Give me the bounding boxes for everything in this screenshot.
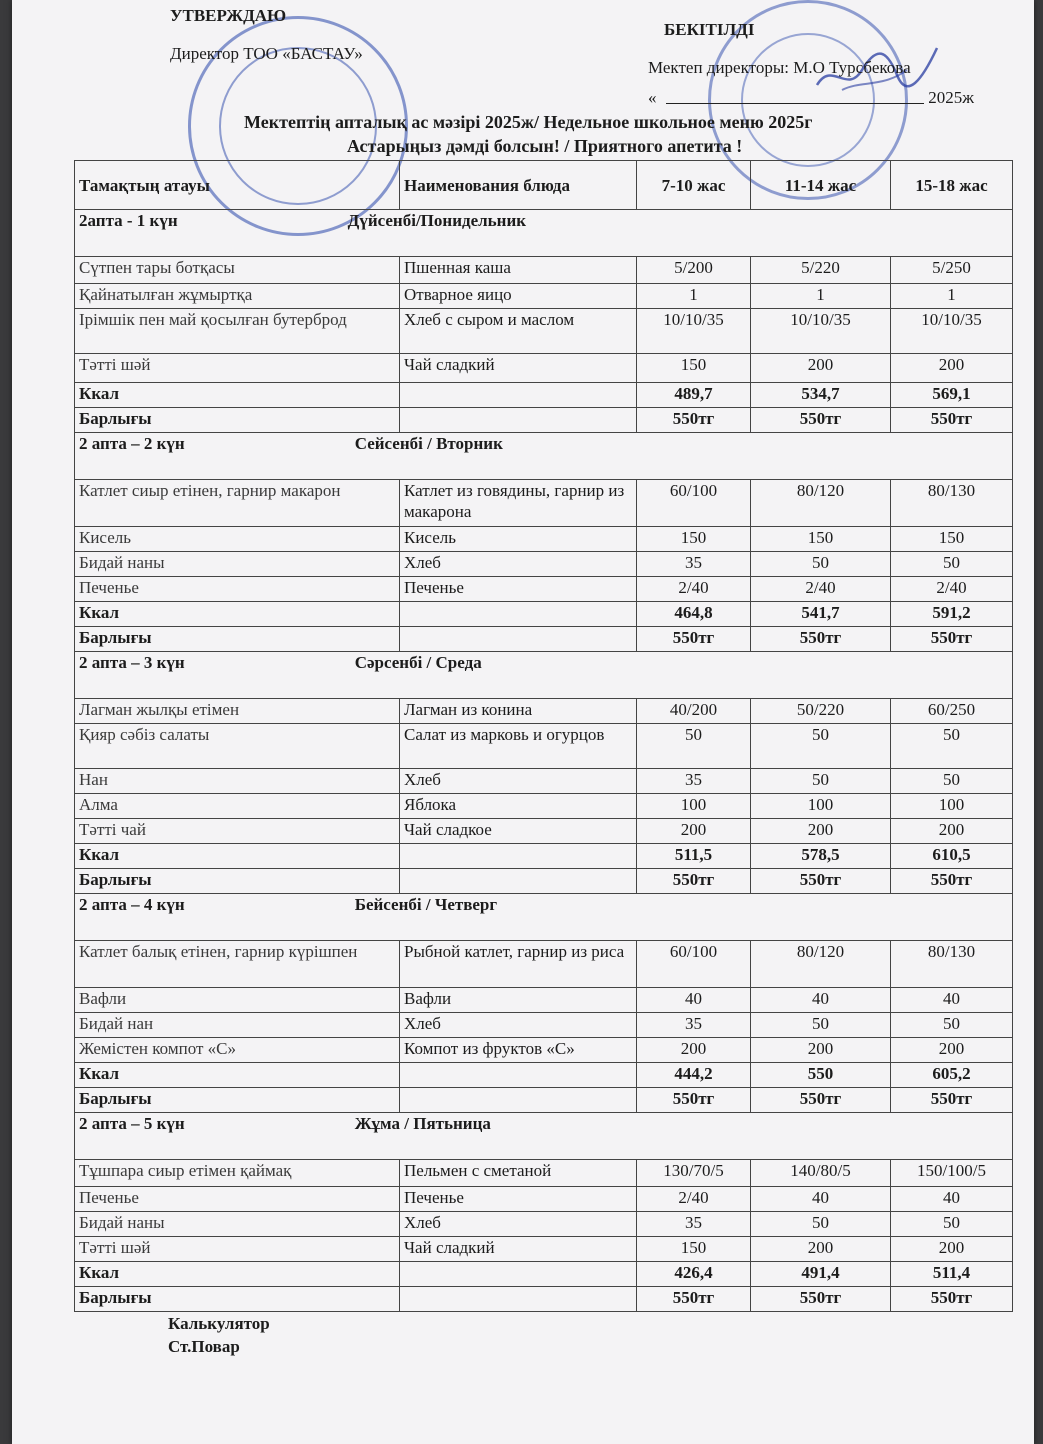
portion-7-10: 60/100 <box>637 941 751 988</box>
portion-15-18: 1 <box>891 284 1013 309</box>
day-name: Сейсенбі / Вторник <box>354 434 503 453</box>
total-label: Барлығы <box>75 1287 400 1312</box>
total-value: 550тг <box>891 627 1013 652</box>
dish-name-kz: Катлет балық етінен, гарнир күрішпен <box>75 941 400 988</box>
total-empty <box>400 1088 637 1113</box>
total-value: 550тг <box>751 1287 891 1312</box>
total-value: 550тг <box>751 408 891 433</box>
kcal-label: Ккал <box>75 1063 400 1088</box>
dish-name-kz: Қайнатылған жұмыртқа <box>75 284 400 309</box>
dish-name-ru: Хлеб <box>400 769 637 794</box>
dish-name-kz: Катлет сиыр етінен, гарнир макарон <box>75 480 400 527</box>
total-value: 550тг <box>751 1088 891 1113</box>
portion-11-14: 50 <box>751 552 891 577</box>
kcal-value: 464,8 <box>637 602 751 627</box>
dish-name-kz: Лагман жылқы етімен <box>75 699 400 724</box>
portion-7-10: 2/40 <box>637 577 751 602</box>
portion-15-18: 2/40 <box>891 577 1013 602</box>
kcal-label: Ккал <box>75 383 400 408</box>
portion-11-14: 200 <box>751 354 891 383</box>
portion-11-14: 2/40 <box>751 577 891 602</box>
date-blank <box>666 88 924 104</box>
day-header-cell <box>75 210 1013 257</box>
portion-15-18: 80/130 <box>891 480 1013 527</box>
kcal-label: Ккал <box>75 602 400 627</box>
portion-11-14: 40 <box>751 988 891 1013</box>
portion-7-10: 200 <box>637 819 751 844</box>
portion-7-10: 10/10/35 <box>637 309 751 354</box>
kcal-value: 489,7 <box>637 383 751 408</box>
total-label: Барлығы <box>75 1088 400 1113</box>
portion-15-18: 80/130 <box>891 941 1013 988</box>
portion-15-18: 60/250 <box>891 699 1013 724</box>
col-header-age-15-18: 15-18 жас <box>891 161 1013 210</box>
dish-name-ru: Чай сладкое <box>400 819 637 844</box>
table-row <box>75 1038 1013 1063</box>
portion-7-10: 35 <box>637 1013 751 1038</box>
total-value: 550тг <box>891 869 1013 894</box>
portion-11-14: 140/80/5 <box>751 1160 891 1187</box>
table-row <box>75 527 1013 552</box>
dish-name-kz: Бидай нан <box>75 1013 400 1038</box>
portion-7-10: 40/200 <box>637 699 751 724</box>
day-label: 2апта - 1 күн <box>79 211 178 230</box>
portion-11-14: 10/10/35 <box>751 309 891 354</box>
table-row <box>75 577 1013 602</box>
portion-7-10: 150 <box>637 1237 751 1262</box>
col-header-kz-name: Тамақтың атауы <box>75 161 400 210</box>
dish-name-kz: Ірімшік пен май қосылған бутерброд <box>75 309 400 354</box>
portion-7-10: 150 <box>637 527 751 552</box>
dish-name-ru: Рыбной катлет, гарнир из риса <box>400 941 637 988</box>
dish-name-kz: Тәтті шәй <box>75 1237 400 1262</box>
table-header-row <box>75 161 1013 210</box>
dish-name-ru: Яблока <box>400 794 637 819</box>
total-label: Барлығы <box>75 869 400 894</box>
dish-name-kz: Печенье <box>75 577 400 602</box>
portion-11-14: 150 <box>751 527 891 552</box>
day-header-row <box>75 210 1013 257</box>
portion-15-18: 150/100/5 <box>891 1160 1013 1187</box>
dish-name-kz: Вафли <box>75 988 400 1013</box>
dish-name-kz: Нан <box>75 769 400 794</box>
portion-15-18: 50 <box>891 1212 1013 1237</box>
portion-7-10: 40 <box>637 988 751 1013</box>
table-row <box>75 480 1013 527</box>
table-row <box>75 1212 1013 1237</box>
portion-15-18: 100 <box>891 794 1013 819</box>
weekly-menu-table <box>74 160 1013 1312</box>
total-value: 550тг <box>751 869 891 894</box>
dish-name-ru: Хлеб с сыром и маслом <box>400 309 637 354</box>
dish-name-ru: Вафли <box>400 988 637 1013</box>
portion-15-18: 10/10/35 <box>891 309 1013 354</box>
dish-name-kz: Қияр сәбіз салаты <box>75 724 400 769</box>
dish-name-ru: Печенье <box>400 577 637 602</box>
kcal-value: 610,5 <box>891 844 1013 869</box>
total-value: 550тг <box>637 627 751 652</box>
day-label: 2 апта – 4 күн <box>79 895 185 914</box>
portion-15-18: 50 <box>891 1013 1013 1038</box>
portion-11-14: 80/120 <box>751 941 891 988</box>
kcal-value: 426,4 <box>637 1262 751 1287</box>
table-row <box>75 724 1013 769</box>
table-row <box>75 1160 1013 1187</box>
portion-11-14: 5/220 <box>751 257 891 284</box>
dish-name-kz: Жемістен компот «С» <box>75 1038 400 1063</box>
kcal-empty <box>400 383 637 408</box>
dish-name-kz: Алма <box>75 794 400 819</box>
total-row <box>75 627 1013 652</box>
table-row <box>75 309 1013 354</box>
dish-name-kz: Тәтті чай <box>75 819 400 844</box>
portion-7-10: 1 <box>637 284 751 309</box>
date-open-quote: « <box>648 88 657 107</box>
dish-name-ru: Чай сладкий <box>400 1237 637 1262</box>
portion-11-14: 100 <box>751 794 891 819</box>
portion-7-10: 200 <box>637 1038 751 1063</box>
col-header-age-7-10: 7-10 жас <box>637 161 751 210</box>
portion-15-18: 50 <box>891 724 1013 769</box>
portion-15-18: 5/250 <box>891 257 1013 284</box>
kcal-value: 569,1 <box>891 383 1013 408</box>
kcal-empty <box>400 844 637 869</box>
kcal-row <box>75 602 1013 627</box>
portion-15-18: 150 <box>891 527 1013 552</box>
portion-15-18: 50 <box>891 769 1013 794</box>
table-row <box>75 1187 1013 1212</box>
dish-name-ru: Пшенная каша <box>400 257 637 284</box>
portion-7-10: 35 <box>637 1212 751 1237</box>
dish-name-ru: Кисель <box>400 527 637 552</box>
kcal-value: 578,5 <box>751 844 891 869</box>
portion-15-18: 200 <box>891 354 1013 383</box>
dish-name-kz: Тұшпара сиыр етімен қаймақ <box>75 1160 400 1187</box>
total-row <box>75 1287 1013 1312</box>
day-header-row <box>75 1113 1013 1160</box>
table-row <box>75 769 1013 794</box>
table-row <box>75 941 1013 988</box>
footer-chef: Ст.Повар <box>168 1337 240 1356</box>
document-page <box>12 0 1034 1444</box>
dish-name-kz: Кисель <box>75 527 400 552</box>
kcal-row <box>75 1063 1013 1088</box>
approved-title-kz: БЕКІТІЛДІ <box>664 20 755 39</box>
kcal-empty <box>400 1063 637 1088</box>
menu-title: Мектептің апталық ас мәзірі 2025ж/ Недельное школьное меню 2025г <box>244 112 813 132</box>
total-row <box>75 1088 1013 1113</box>
portion-15-18: 200 <box>891 1038 1013 1063</box>
approve-title: УТВЕРЖДАЮ <box>170 6 287 25</box>
portion-7-10: 100 <box>637 794 751 819</box>
date-line <box>648 88 974 108</box>
portion-7-10: 2/40 <box>637 1187 751 1212</box>
kcal-value: 591,2 <box>891 602 1013 627</box>
total-empty <box>400 408 637 433</box>
total-empty <box>400 869 637 894</box>
day-header-row <box>75 433 1013 480</box>
kcal-value: 491,4 <box>751 1262 891 1287</box>
portion-11-14: 50 <box>751 1013 891 1038</box>
kcal-value: 444,2 <box>637 1063 751 1088</box>
dish-name-ru: Компот из фруктов «С» <box>400 1038 637 1063</box>
kcal-value: 511,5 <box>637 844 751 869</box>
menu-subtitle: Астарыңыз дәмді болсын! / Приятного апетита ! <box>347 136 743 156</box>
day-name: Бейсенбі / Четверг <box>354 895 498 914</box>
dish-name-ru: Хлеб <box>400 552 637 577</box>
dish-name-ru: Салат из марковь и огурцов <box>400 724 637 769</box>
total-value: 550тг <box>891 1287 1013 1312</box>
dish-name-kz: Бидай наны <box>75 1212 400 1237</box>
day-name: Дүйсенбі/Понидельник <box>347 211 527 230</box>
day-header-row <box>75 894 1013 941</box>
director-line: Директор ТОО «БАСТАУ» <box>170 44 363 63</box>
portion-7-10: 35 <box>637 552 751 577</box>
portion-15-18: 50 <box>891 552 1013 577</box>
table-row <box>75 699 1013 724</box>
kcal-value: 511,4 <box>891 1262 1013 1287</box>
day-header-cell <box>75 1113 1013 1160</box>
total-empty <box>400 1287 637 1312</box>
dish-name-kz: Печенье <box>75 1187 400 1212</box>
portion-7-10: 60/100 <box>637 480 751 527</box>
day-header-row <box>75 652 1013 699</box>
total-value: 550тг <box>637 1088 751 1113</box>
portion-15-18: 200 <box>891 1237 1013 1262</box>
total-value: 550тг <box>751 627 891 652</box>
day-name: Сәрсенбі / Среда <box>354 653 482 672</box>
footer-calculator: Калькулятор <box>168 1314 270 1333</box>
table-row <box>75 1013 1013 1038</box>
dish-name-ru: Печенье <box>400 1187 637 1212</box>
dish-name-kz: Бидай наны <box>75 552 400 577</box>
portion-11-14: 200 <box>751 1237 891 1262</box>
kcal-row <box>75 383 1013 408</box>
day-header-cell <box>75 894 1013 941</box>
portion-7-10: 50 <box>637 724 751 769</box>
table-row <box>75 354 1013 383</box>
portion-15-18: 40 <box>891 1187 1013 1212</box>
kcal-row <box>75 844 1013 869</box>
total-value: 550тг <box>637 408 751 433</box>
dish-name-ru: Лагман из конина <box>400 699 637 724</box>
total-row <box>75 408 1013 433</box>
portion-11-14: 200 <box>751 1038 891 1063</box>
table-row <box>75 1237 1013 1262</box>
portion-11-14: 80/120 <box>751 480 891 527</box>
dish-name-ru: Отварное яицо <box>400 284 637 309</box>
dish-name-ru: Чай сладкий <box>400 354 637 383</box>
col-header-ru-name: Наименования блюда <box>400 161 637 210</box>
total-value: 550тг <box>891 1088 1013 1113</box>
table-row <box>75 552 1013 577</box>
portion-11-14: 50 <box>751 1212 891 1237</box>
school-director-line: Мектеп директоры: М.О Турсбекова <box>648 58 911 77</box>
portion-11-14: 50/220 <box>751 699 891 724</box>
dish-name-kz: Тәтті шәй <box>75 354 400 383</box>
portion-11-14: 50 <box>751 724 891 769</box>
dish-name-ru: Пельмен с сметаной <box>400 1160 637 1187</box>
kcal-label: Ккал <box>75 844 400 869</box>
table-row <box>75 284 1013 309</box>
portion-7-10: 150 <box>637 354 751 383</box>
portion-11-14: 50 <box>751 769 891 794</box>
table-row <box>75 257 1013 284</box>
portion-7-10: 5/200 <box>637 257 751 284</box>
day-label: 2 апта – 3 күн <box>79 653 185 672</box>
dish-name-ru: Хлеб <box>400 1013 637 1038</box>
kcal-empty <box>400 1262 637 1287</box>
portion-15-18: 40 <box>891 988 1013 1013</box>
dish-name-ru: Катлет из говядины, гарнир из макарона <box>400 480 637 527</box>
kcal-row <box>75 1262 1013 1287</box>
table-row <box>75 819 1013 844</box>
day-label: 2 апта – 2 күн <box>79 434 185 453</box>
portion-7-10: 130/70/5 <box>637 1160 751 1187</box>
kcal-value: 534,7 <box>751 383 891 408</box>
date-year: 2025ж <box>928 88 974 107</box>
total-empty <box>400 627 637 652</box>
total-value: 550тг <box>637 1287 751 1312</box>
kcal-label: Ккал <box>75 1262 400 1287</box>
kcal-empty <box>400 602 637 627</box>
dish-name-ru: Хлеб <box>400 1212 637 1237</box>
table-row <box>75 988 1013 1013</box>
kcal-value: 605,2 <box>891 1063 1013 1088</box>
portion-11-14: 1 <box>751 284 891 309</box>
day-header-cell <box>75 433 1013 480</box>
portion-11-14: 200 <box>751 819 891 844</box>
total-value: 550тг <box>637 869 751 894</box>
total-row <box>75 869 1013 894</box>
kcal-value: 541,7 <box>751 602 891 627</box>
total-value: 550тг <box>891 408 1013 433</box>
table-row <box>75 794 1013 819</box>
dish-name-kz: Сүтпен тары ботқасы <box>75 257 400 284</box>
day-header-cell <box>75 652 1013 699</box>
total-label: Барлығы <box>75 627 400 652</box>
total-label: Барлығы <box>75 408 400 433</box>
kcal-value: 550 <box>751 1063 891 1088</box>
portion-11-14: 40 <box>751 1187 891 1212</box>
col-header-age-11-14: 11-14 жас <box>751 161 891 210</box>
day-label: 2 апта – 5 күн <box>79 1114 185 1133</box>
portion-7-10: 35 <box>637 769 751 794</box>
day-name: Жұма / Пятьница <box>354 1114 491 1133</box>
portion-15-18: 200 <box>891 819 1013 844</box>
